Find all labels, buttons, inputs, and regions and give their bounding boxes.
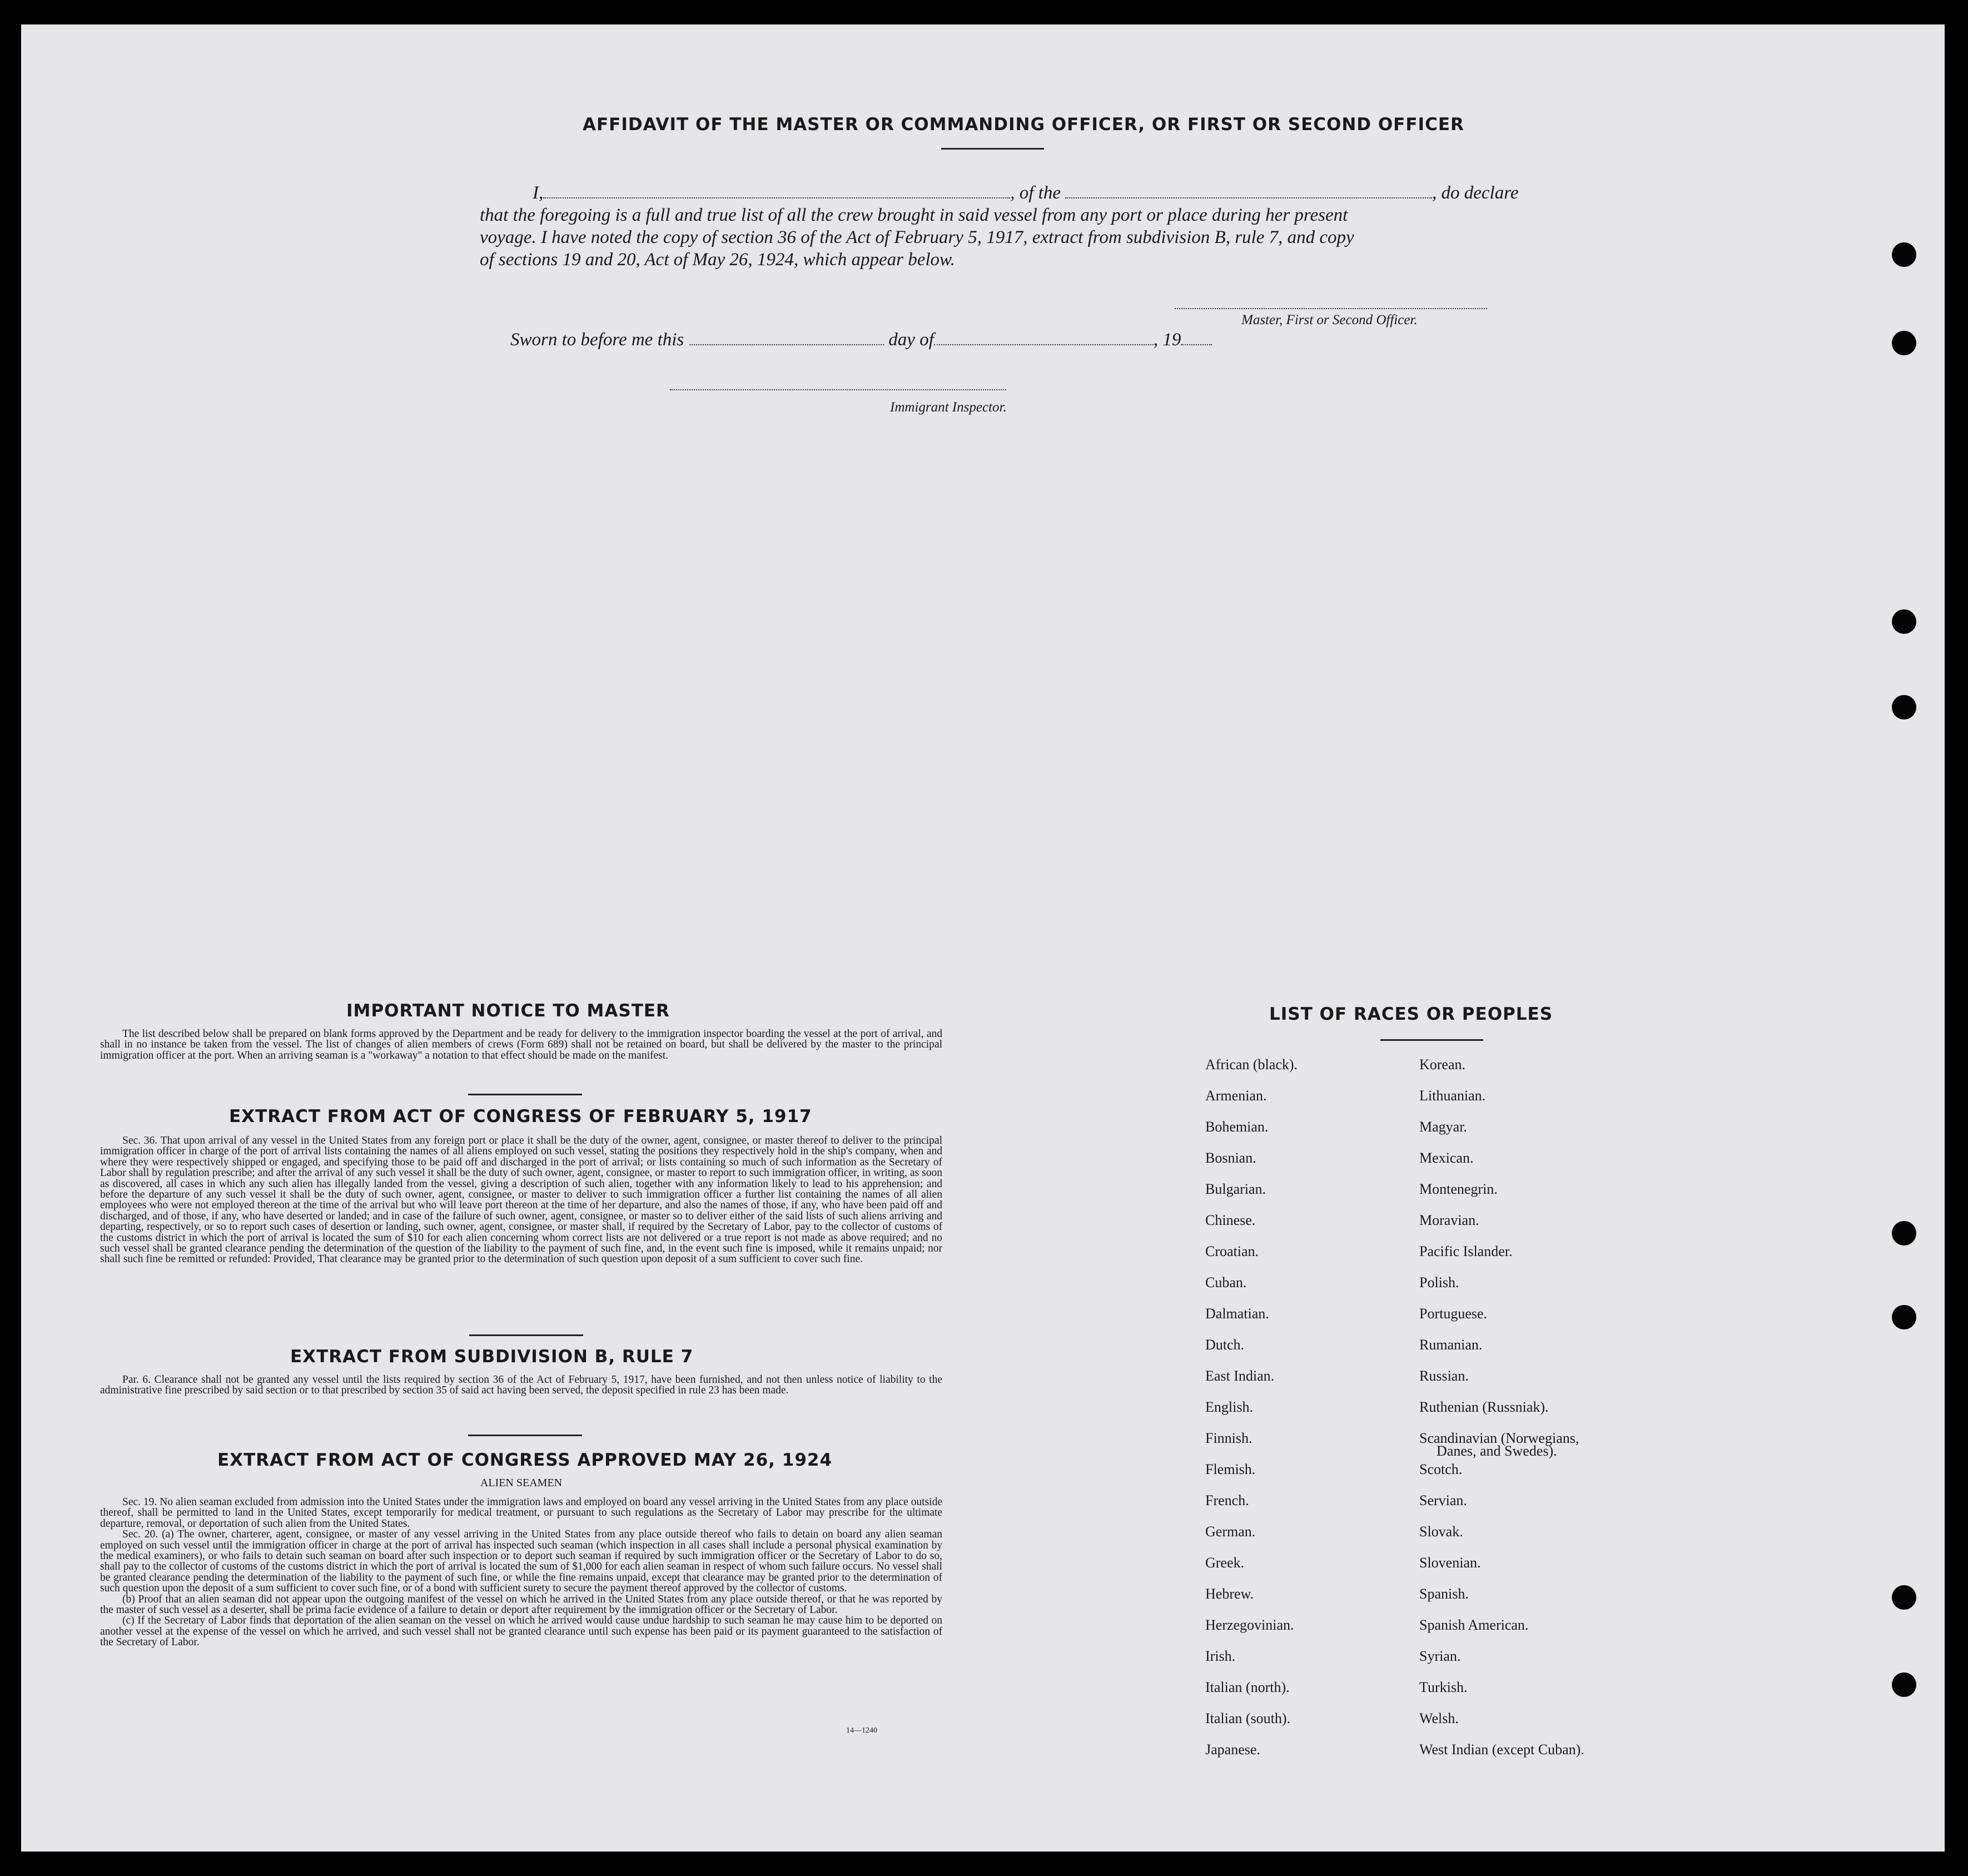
i-label: I, [533, 183, 544, 203]
extract-1917-rule [469, 1334, 583, 1336]
extract-1924-text [100, 1497, 942, 1648]
sec20a-paragraph: Sec. 20. (a) The owner, charterer, agent, consignee, or master of any vessel arriving in the United States from any place outside thereof who fails to detain on board any alien seaman employed on such vessel until the immigration officer in charge at the port of arrival has inspected such seaman (which inspection in all cases shall include a personal physical examination by the medical examiners), or who fails to detain such seaman on board after such inspection or to deport such seaman if required by such immigration officer or the Secretary of Labor to do so, shall pay to the collector of customs of the customs district in which the port of arrival is located the sum of $1,000 for each alien seaman in respect of whom such failure occurs. No vessel shall be granted clearance pending the determination of the liability to the payment of such fine, or while the fine remains unpaid, except that clearance may be granted prior to the determination of such question upon the deposit of a sum sufficient to cover such fine, or of a bond with sufficient surety to secure the payment thereof approved by the collector of customs. [100, 1528, 942, 1595]
sec20c-paragraph: (c) If the Secretary of Labor finds that deportation of the alien seaman on the vessel on which he arrived would cause undue hardship to such seaman he may cause him to be deported on another vessel at the expense of the vessel on which he arrived, and such vessel shall not be granted clearance until such expense has been paid or its payment guaranteed to the satisfaction of the Secretary of Labor. [100, 1615, 942, 1649]
sworn-line [510, 329, 1212, 351]
race-item: Russian. [1419, 1368, 1469, 1384]
race-item: Croatian. [1205, 1243, 1259, 1259]
race-item: Polish. [1419, 1274, 1459, 1291]
master-signature-line[interactable] [1175, 308, 1487, 309]
affidavit-title: AFFIDAVIT OF THE MASTER OR COMMANDING OFFICER, OR FIRST OR SECOND OFFICER [583, 115, 1464, 135]
race-item: French. [1205, 1492, 1249, 1508]
race-item: Irish. [1205, 1648, 1236, 1664]
binder-hole [1892, 609, 1916, 634]
affidavit-line-2: that the foregoing is a full and true list of all the crew brought in said vessel from any port or place during her present [480, 205, 1348, 225]
inspector-signature-line[interactable] [670, 389, 1006, 390]
race-item: Dalmatian. [1205, 1306, 1269, 1322]
extract-1917-title: EXTRACT FROM ACT OF CONGRESS OF FEBRUARY 5, 1917 [229, 1106, 812, 1126]
form-number: 14—1240 [846, 1726, 877, 1735]
race-item: Bulgarian. [1205, 1181, 1266, 1197]
extract-1917-text [100, 1135, 942, 1265]
vessel-field[interactable] [1065, 182, 1432, 198]
document-sheet [21, 24, 1945, 1852]
sworn-label: Sworn to before me this [510, 330, 684, 350]
race-item: Finnish. [1205, 1430, 1253, 1446]
races-title-rule [1380, 1039, 1483, 1041]
notice-title: IMPORTANT NOTICE TO MASTER [346, 1001, 670, 1021]
sec36-paragraph: Sec. 36. That upon arrival of any vessel in the United States from any foreign port or place it shall be the duty of the owner, agent, consignee, or master thereof to deliver to the principal immigration officer in charge of the port of arrival lists containing the names of all aliens employed on such vessel, stating the positions they respectively hold in the ship's company, when and where they were respectively shipped or engaged, and specifying those to be paid off and discharged in the port of arrival; or lists containing so much of such information as the Secretary of Labor shall by regulation prescribe; and after the arrival of any such vessel it shall be the duty of such owner, agent, consignee, or master to report to such immigration officer, in writing, as soon as discovered, all cases in which any such alien has illegally landed from the vessel, giving a description of such alien, together with any information likely to lead to his apprehension; and before the departure of any such vessel it shall be the duty of such owner, agent, consignee, or master to deliver to such immigration officer a further list containing the names of all alien employees who were not employed thereon at the time of the arrival but who will leave port thereon at the time of her departure, and also the names of those, if any, who have been paid off and discharged, and of those, if any, who have deserted or landed; and in case of the failure of such owner, agent, consignee, or master so to deliver either of the said lists of such aliens arriving and departing, respectively, or so to report such cases of desertion or landing, such owner, agent, consignee, or master shall, if required by the Secretary of Labor, pay to the collector of customs of the customs district in which the port of arrival is located the sum of $10 for each alien concerning whom correct lists are not delivered or a true report is not made as above required; and no such vessel shall be granted clearance pending the determination of the question of the liability to the payment of such fine, and, in the event such fine is imposed, while it remains unpaid; nor shall such fine be remitted or refunded: Provided, That clearance may be granted prior to the determination of such question upon deposit of a sum sufficient to cover such fine. [100, 1135, 942, 1265]
day-of-label: day of [888, 330, 934, 350]
sec19-paragraph: Sec. 19. No alien seaman excluded from admission into the United States under the immigration laws and employed on board any vessel arriving in the United States from any place outside thereof, shall be permitted to land in the United States, except temporarily for medical treatment, or pursuant to such regulations as the Secretary of Labor may prescribe for the ultimate departure, removal, or deportation of such alien from the United States. [100, 1496, 942, 1530]
year-label: , 19 [1153, 330, 1181, 350]
notice-text [100, 1029, 942, 1061]
sworn-month-field[interactable] [934, 329, 1154, 345]
race-item: Bohemian. [1205, 1119, 1269, 1135]
binder-hole [1892, 242, 1916, 267]
race-item: Pacific Islander. [1419, 1243, 1513, 1259]
race-item: Ruthenian (Russniak). [1419, 1399, 1549, 1415]
master-signature-label: Master, First or Second Officer. [1241, 312, 1418, 327]
race-item: Spanish American. [1419, 1617, 1529, 1633]
binder-hole [1892, 1672, 1916, 1697]
race-item: Mexican. [1419, 1150, 1474, 1166]
race-item: Japanese. [1205, 1741, 1260, 1758]
extract-rule7-text [100, 1374, 942, 1396]
race-item: Scotch. [1419, 1461, 1463, 1477]
extract-rule7-title: EXTRACT FROM SUBDIVISION B, RULE 7 [290, 1347, 694, 1367]
sworn-day-field[interactable] [689, 329, 884, 345]
race-item: Servian. [1419, 1492, 1467, 1508]
affidavit-line-1 [480, 182, 1518, 204]
binder-hole [1892, 1221, 1916, 1245]
race-item: Cuban. [1205, 1274, 1247, 1291]
race-item: West Indian (except Cuban). [1419, 1741, 1584, 1758]
extract-rule7-rule [468, 1435, 582, 1436]
binder-hole [1892, 1585, 1916, 1610]
affidavit-line-3: voyage. I have noted the copy of section 36 of the Act of February 5, 1917, extract from subdivision B, rule 7, and copy [480, 227, 1354, 247]
affidavit-title-rule [941, 148, 1044, 150]
race-item: Magyar. [1419, 1119, 1467, 1135]
race-item: Portuguese. [1419, 1306, 1488, 1322]
race-item: Slovak. [1419, 1523, 1463, 1540]
name-field[interactable] [543, 182, 1010, 198]
race-item: Lithuanian. [1419, 1088, 1486, 1104]
notice-paragraph: The list described below shall be prepared on blank forms approved by the Department and be ready for delivery to the immigration inspector boarding the vessel at the port of arrival, and shall in no instance be taken from the vessel. The list of changes of alien members of crews (Form 689) shall not be retained on board, but shall be delivered by the master to the principal immigration officer at the port. When an arriving seaman is a "workaway" a notation to that effect should be made on the manifest. [100, 1028, 942, 1061]
declare-label: , do declare [1432, 183, 1519, 203]
race-item: Slovenian. [1419, 1555, 1481, 1571]
race-item: Spanish. [1419, 1586, 1469, 1602]
race-item: Montenegrin. [1419, 1181, 1498, 1197]
race-item: Turkish. [1419, 1679, 1468, 1695]
race-scandinavian-continuation: Danes, and Swedes). [1437, 1443, 1557, 1459]
binder-hole [1892, 1305, 1916, 1329]
sec20b-paragraph: (b) Proof that an alien seaman did not appear upon the outgoing manifest of the vessel on which he arrived in the United States from any place outside thereof, or that he was reported by the master of such vessel as a deserter, shall be prima facie evidence of a failure to detain or deport after requirement by the immigration officer or the Secretary of Labor. [100, 1593, 942, 1616]
race-item: Scandinavian (Norwegians, [1419, 1430, 1579, 1446]
race-item: Rumanian. [1419, 1337, 1483, 1353]
sworn-year-field[interactable] [1181, 329, 1212, 345]
race-item: Chinese. [1205, 1212, 1256, 1228]
race-item: Bosnian. [1205, 1150, 1256, 1166]
race-item: Hebrew. [1205, 1586, 1254, 1602]
race-item: Dutch. [1205, 1337, 1245, 1353]
inspector-label: Immigrant Inspector. [890, 400, 1007, 415]
races-title: LIST OF RACES OR PEOPLES [1269, 1004, 1553, 1024]
race-item: Flemish. [1205, 1461, 1256, 1477]
race-item: Herzegovinian. [1205, 1617, 1294, 1633]
notice-rule [468, 1094, 582, 1095]
race-item: Italian (south). [1205, 1710, 1291, 1726]
race-item: East Indian. [1205, 1368, 1275, 1384]
race-item: Italian (north). [1205, 1679, 1290, 1695]
race-item: Moravian. [1419, 1212, 1479, 1228]
race-item: African (black). [1205, 1056, 1298, 1073]
race-item: Syrian. [1419, 1648, 1461, 1664]
race-item: Korean. [1419, 1056, 1466, 1073]
of-the-label: , of the [1010, 183, 1061, 203]
race-item: Greek. [1205, 1555, 1245, 1571]
extract-1924-title: EXTRACT FROM ACT OF CONGRESS APPROVED MAY 26, 1924 [217, 1450, 833, 1470]
race-item: Welsh. [1419, 1710, 1459, 1726]
par6-paragraph: Par. 6. Clearance shall not be granted any vessel until the lists required by section 36 of the Act of February 5, 1917, have been furnished, and not then unless notice of liability to the administrative fine prescribed by said section or to that prescribed by section 35 of said act having been served, the deposit specified in rule 23 has been made. [100, 1374, 942, 1397]
race-item: English. [1205, 1399, 1253, 1415]
alien-seamen-subtitle: ALIEN SEAMEN [480, 1477, 563, 1489]
race-item: Armenian. [1205, 1088, 1267, 1104]
binder-hole [1892, 695, 1916, 719]
binder-hole [1892, 331, 1916, 355]
affidavit-line-4: of sections 19 and 20, Act of May 26, 1924, which appear below. [480, 250, 955, 270]
race-item: German. [1205, 1523, 1256, 1540]
